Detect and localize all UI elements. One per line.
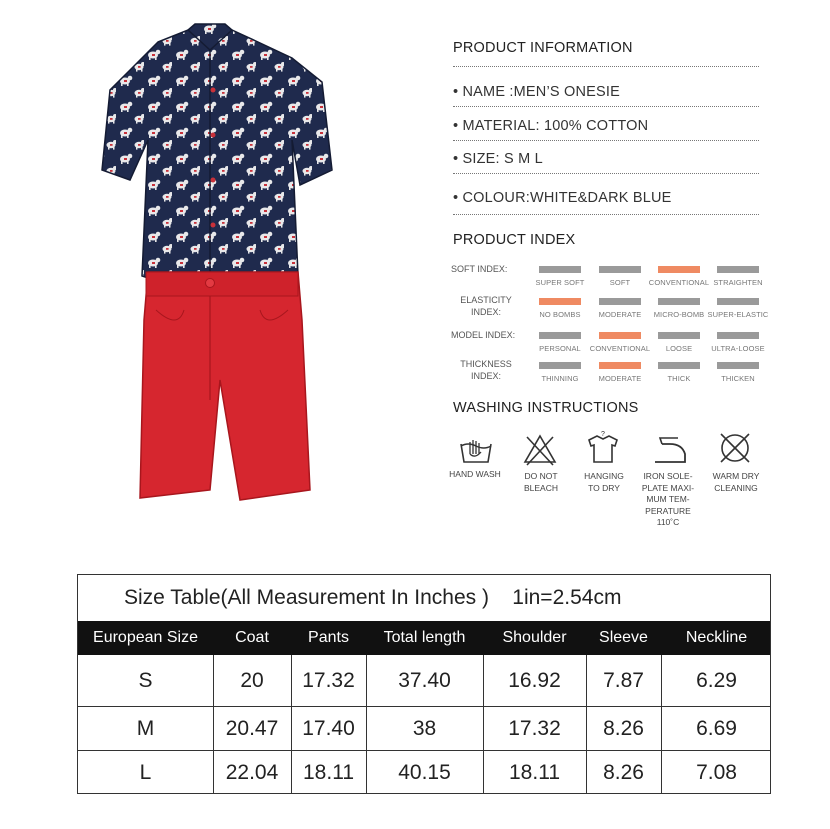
index-option-label: SUPER-ELASTIC	[707, 310, 769, 319]
product-index-title: PRODUCT INDEX	[453, 232, 576, 248]
table-cell: 17.32	[302, 669, 355, 692]
index-option-label: THICKEN	[721, 374, 755, 383]
table-divider	[366, 655, 367, 794]
product-photo	[60, 20, 390, 520]
table-cell: 7.87	[603, 669, 644, 692]
table-header-cell: Total length	[383, 629, 466, 646]
index-bar-selected	[658, 266, 700, 273]
table-cell: 37.40	[398, 669, 451, 692]
washing-label: IRON SOLE- PLATE MAXI- MUM TEM- PERATURE 110˚C	[641, 471, 695, 527]
index-bar-selected	[599, 332, 641, 339]
table-cell: 20.47	[225, 717, 279, 740]
no-dry-clean-icon	[717, 430, 753, 466]
table-cell: 18.11	[303, 761, 354, 784]
divider	[453, 214, 759, 215]
table-row	[78, 655, 770, 706]
table-cell: 17.32	[508, 717, 561, 740]
index-bar	[539, 266, 581, 273]
table-cell: 40.15	[398, 761, 451, 784]
hanging-to-dry-icon	[585, 430, 621, 466]
table-cell: 6.29	[696, 669, 737, 692]
index-option-label: NO BOMBS	[539, 310, 581, 319]
table-header-cell: Sleeve	[599, 629, 648, 646]
index-option-label: MICRO-BOMB	[653, 310, 705, 319]
index-option-label: SUPER SOFT	[535, 278, 585, 287]
index-bar	[539, 362, 581, 369]
size-table-title: Size Table(All Measurement In Inches ) 1in=2.54cm	[124, 586, 622, 609]
size-table-header	[78, 621, 770, 655]
washing-label: HANGING TO DRY	[584, 471, 624, 493]
table-divider	[586, 655, 587, 794]
index-bar	[717, 298, 759, 305]
divider	[453, 106, 759, 107]
table-row	[78, 706, 770, 750]
table-cell: 22.04	[225, 761, 279, 784]
index-bar	[599, 266, 641, 273]
index-bar	[539, 332, 581, 339]
washing-label: WARM DRY CLEANING	[712, 471, 760, 493]
table-cell: 20	[240, 669, 264, 692]
table-cell: 6.69	[696, 717, 737, 740]
index-option-label: SOFT	[609, 278, 631, 287]
index-row-label: SOFT INDEX:	[451, 264, 508, 274]
index-option-label: LOOSE	[665, 344, 693, 353]
table-divider	[483, 655, 484, 794]
index-bar	[658, 298, 700, 305]
index-option-label: CONVENTIONAL	[648, 278, 710, 287]
index-option-label: THINNING	[541, 374, 579, 383]
washing-title: WASHING INSTRUCTIONS	[453, 400, 639, 416]
index-bar-selected	[599, 362, 641, 369]
table-cell: 8.26	[603, 761, 644, 784]
hand-wash-icon	[458, 432, 494, 468]
index-option-label: ULTRA-LOOSE	[711, 344, 765, 353]
divider	[453, 173, 759, 174]
table-divider	[291, 655, 292, 794]
washing-label: HAND WASH	[449, 469, 501, 479]
index-bar	[717, 266, 759, 273]
table-cell: M	[136, 717, 155, 740]
table-cell: 16.92	[508, 669, 561, 692]
washing-label: DO NOT BLEACH	[523, 471, 558, 493]
index-bar	[658, 362, 700, 369]
index-row-label: MODEL INDEX:	[451, 330, 516, 340]
index-bar	[658, 332, 700, 339]
size-table	[77, 574, 771, 794]
table-header-cell: European Size	[93, 629, 198, 646]
table-header-cell: Pants	[308, 629, 349, 646]
table-cell: L	[139, 761, 152, 784]
table-cell: S	[138, 669, 153, 692]
shorts-graphic	[140, 272, 310, 500]
divider	[453, 66, 759, 67]
iron-icon	[652, 432, 688, 468]
svg-text:?: ?	[601, 431, 605, 438]
index-bar	[717, 362, 759, 369]
table-cell: 38	[412, 717, 437, 740]
table-header-cell: Shoulder	[502, 629, 567, 646]
info-material: • MATERIAL: 100% COTTON	[453, 118, 649, 134]
table-header-cell: Neckline	[685, 629, 748, 646]
index-row-label: ELASTICITY INDEX:	[460, 295, 512, 317]
info-colour: • COLOUR:WHITE&DARK BLUE	[453, 190, 672, 206]
index-option-label: STRAIGHTEN	[713, 278, 763, 287]
table-header-cell: Coat	[235, 629, 269, 646]
do-not-bleach-icon	[522, 432, 558, 468]
index-row-label: THICKNESS INDEX:	[460, 359, 512, 381]
product-info-title: PRODUCT INFORMATION	[453, 40, 633, 56]
index-bar	[599, 298, 641, 305]
table-divider	[661, 655, 662, 794]
shirt-graphic	[102, 24, 332, 282]
table-divider	[213, 655, 214, 794]
table-cell: 18.11	[509, 761, 560, 784]
index-option-label: MODERATE	[598, 310, 642, 319]
table-row	[78, 750, 770, 794]
index-option-label: PERSONAL	[539, 344, 581, 353]
index-option-label: MODERATE	[598, 374, 642, 383]
index-bar	[717, 332, 759, 339]
table-cell: 7.08	[696, 761, 737, 784]
index-bar-selected	[539, 298, 581, 305]
index-option-label: THICK	[667, 374, 691, 383]
info-name: • NAME :MEN’S ONESIE	[453, 84, 620, 100]
divider	[453, 140, 759, 141]
info-size: • SIZE: S M L	[453, 151, 543, 167]
table-cell: 8.26	[603, 717, 644, 740]
table-cell: 17.40	[302, 717, 355, 740]
index-option-label: CONVENTIONAL	[589, 344, 651, 353]
